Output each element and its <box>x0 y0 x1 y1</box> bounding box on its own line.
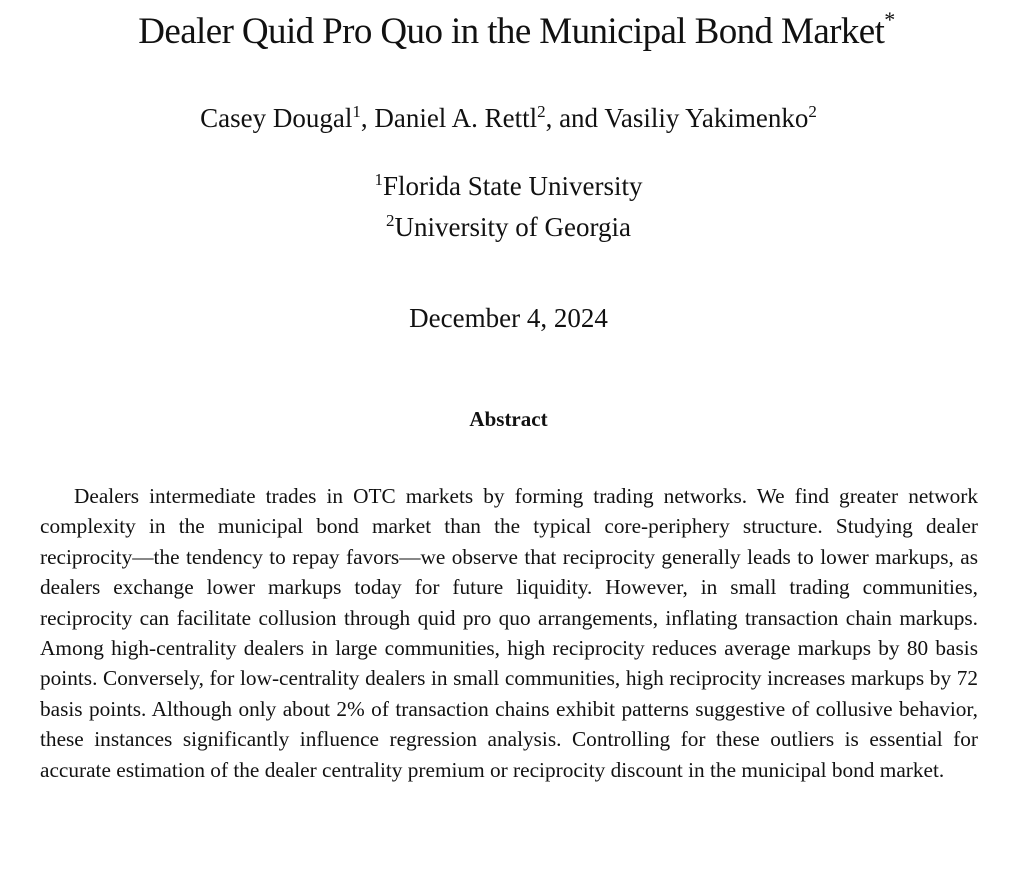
author-name: Vasiliy Yakimenko <box>604 103 809 133</box>
author-affiliation-mark[interactable]: 2 <box>808 102 817 121</box>
author-separator: , <box>360 103 375 133</box>
author-affiliation-mark[interactable]: 1 <box>352 102 361 121</box>
title-footnote-mark[interactable]: * <box>884 7 895 32</box>
affiliation-mark: 2 <box>386 211 395 230</box>
affiliation-name: University of Georgia <box>394 212 631 242</box>
paper-date: December 4, 2024 <box>409 303 608 333</box>
affiliation-name: Florida State University <box>383 171 643 201</box>
affiliation-mark: 1 <box>374 170 384 189</box>
affiliation-line <box>0 207 1017 247</box>
author-list <box>0 95 1017 141</box>
abstract-heading: Abstract <box>469 407 548 431</box>
affiliation-line <box>0 166 1017 206</box>
abstract-body: Dealers intermediate trades in OTC markets by forming trading networks. We find greater network complexity in the municipal bond market than the typical core-periphery structure. Studying dealer reciprocity—the tendency to repay favors—we observe that reciprocity generally leads to lower markups, as dealers exchange lower markups today for future liquidity. However, in small trading communities, reciprocity can facilitate collusion through quid pro quo arrangements, inflating transaction chain markups. Among high-centrality dealers in large communities, high reciprocity reduces average markups by 80 basis points. Conversely, for low-centrality dealers in small communities, high reciprocity increases markups by 72 basis points. Although only about 2% of transaction chains exhibit patterns suggestive of collusive behavior, these instances significantly influence regression analysis. Controlling for these outliers is essential for accurate estimation of the dealer centrality premium or reciprocity discount in the municipal bond market. <box>40 484 978 782</box>
author-separator: , and <box>545 103 605 133</box>
title-text: Dealer Quid Pro Quo in the Municipal Bond Market <box>138 11 885 52</box>
author-name: Casey Dougal <box>200 103 353 133</box>
paper-title <box>0 4 1033 60</box>
author-affiliation-mark[interactable]: 2 <box>537 102 546 121</box>
author-name: Daniel A. Rettl <box>374 103 538 133</box>
